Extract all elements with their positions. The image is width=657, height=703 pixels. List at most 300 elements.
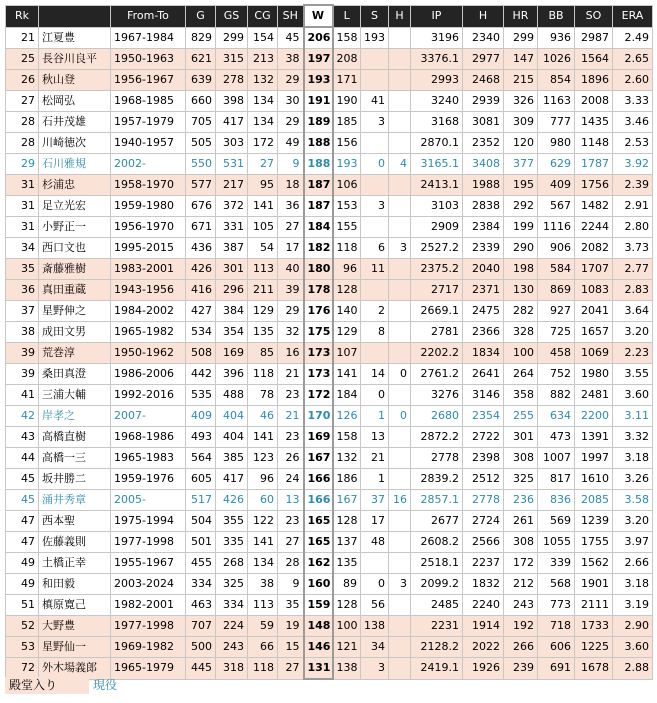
col-header-so[interactable]: SO (575, 5, 613, 27)
cell-era: 2.23 (613, 343, 653, 364)
table-row (6, 343, 653, 364)
cell-name[interactable]: 杉浦忠 (39, 175, 111, 196)
cell-era: 3.18 (613, 448, 653, 469)
cell-hits: 2240 (463, 595, 504, 616)
cell-rank: 53 (6, 637, 39, 658)
cell-years: 1968-1986 (111, 427, 186, 448)
col-header-from-to[interactable]: From-To (111, 5, 186, 27)
cell-rank: 28 (6, 133, 39, 154)
cell-hr: 212 (504, 574, 538, 595)
cell-w: 173 (304, 364, 333, 385)
cell-bb: 606 (538, 637, 575, 658)
cell-hits: 2040 (463, 259, 504, 280)
cell-cg: 78 (248, 385, 278, 406)
cell-so: 1239 (575, 511, 613, 532)
cell-name[interactable]: 西本聖 (39, 511, 111, 532)
cell-sh: 23 (278, 427, 304, 448)
cell-era: 3.20 (613, 511, 653, 532)
cell-sh: 27 (278, 532, 304, 553)
cell-name[interactable]: 長谷川良平 (39, 49, 111, 70)
cell-era: 2.66 (613, 553, 653, 574)
cell-hr: 195 (504, 175, 538, 196)
cell-gs: 426 (216, 490, 248, 511)
cell-s: 48 (361, 532, 389, 553)
cell-hits: 2237 (463, 553, 504, 574)
cell-so: 1755 (575, 532, 613, 553)
cell-s: 193 (361, 27, 389, 49)
cell-name[interactable]: 佐藤義則 (39, 532, 111, 553)
cell-gs: 217 (216, 175, 248, 196)
cell-sh: 32 (278, 322, 304, 343)
cell-bb: 568 (538, 574, 575, 595)
cell-h (389, 49, 411, 70)
table-row (6, 595, 653, 616)
cell-rank: 41 (6, 385, 39, 406)
cell-gs: 325 (216, 574, 248, 595)
col-header-hr[interactable]: HR (504, 5, 538, 27)
cell-bb: 1055 (538, 532, 575, 553)
legend-active: 現役 (93, 678, 118, 692)
cell-bb: 409 (538, 175, 575, 196)
cell-s: 34 (361, 637, 389, 658)
cell-name[interactable]: 三浦大輔 (39, 385, 111, 406)
cell-cg: 46 (248, 406, 278, 427)
cell-name[interactable]: 槙原寛己 (39, 595, 111, 616)
cell-so: 2987 (575, 27, 613, 49)
cell-l: 158 (333, 27, 361, 49)
cell-rank: 43 (6, 427, 39, 448)
cell-bb: 634 (538, 406, 575, 427)
cell-so: 2082 (575, 238, 613, 259)
cell-cg: 66 (248, 637, 278, 658)
cell-ip: 2375.2 (411, 259, 463, 280)
cell-name[interactable]: 荒巻淳 (39, 343, 111, 364)
cell-s: 1 (361, 406, 389, 427)
cell-cg: 154 (248, 27, 278, 49)
cell-era: 3.33 (613, 91, 653, 112)
col-header-era[interactable]: ERA (613, 5, 653, 27)
cell-so: 2085 (575, 490, 613, 511)
cell-name[interactable]: 秋山登 (39, 70, 111, 91)
col-header-h[interactable]: H (389, 5, 411, 27)
cell-ip: 2909 (411, 217, 463, 238)
cell-era: 3.20 (613, 322, 653, 343)
table-row (6, 112, 653, 133)
cell-rank: 38 (6, 322, 39, 343)
cell-l: 132 (333, 448, 361, 469)
cell-cg: 141 (248, 196, 278, 217)
cell-gs: 224 (216, 616, 248, 637)
cell-ip: 2717 (411, 280, 463, 301)
cell-rank: 47 (6, 532, 39, 553)
cell-name[interactable]: 小野正一 (39, 217, 111, 238)
cell-hits: 2838 (463, 196, 504, 217)
cell-hr: 328 (504, 322, 538, 343)
cell-sh: 18 (278, 175, 304, 196)
cell-sh: 9 (278, 154, 304, 175)
cell-hr: 290 (504, 238, 538, 259)
cell-name[interactable]: 川崎徳次 (39, 133, 111, 154)
cell-rank: 31 (6, 196, 39, 217)
cell-hits: 1988 (463, 175, 504, 196)
cell-hr: 130 (504, 280, 538, 301)
cell-ip: 2518.1 (411, 553, 463, 574)
cell-hr: 147 (504, 49, 538, 70)
cell-g: 445 (186, 658, 216, 680)
cell-l: 128 (333, 511, 361, 532)
cell-ip: 2231 (411, 616, 463, 637)
cell-rank: 51 (6, 595, 39, 616)
cell-h: 4 (389, 154, 411, 175)
cell-rank: 49 (6, 574, 39, 595)
cell-g: 564 (186, 448, 216, 469)
cell-name[interactable]: 星野仙一 (39, 637, 111, 658)
cell-rank: 25 (6, 49, 39, 70)
cell-ip: 2839.2 (411, 469, 463, 490)
cell-ip: 2202.2 (411, 343, 463, 364)
cell-cg: 123 (248, 448, 278, 469)
cell-years: 1977-1998 (111, 616, 186, 637)
cell-gs: 296 (216, 280, 248, 301)
cell-years: 1982-2001 (111, 595, 186, 616)
cell-gs: 334 (216, 595, 248, 616)
cell-g: 455 (186, 553, 216, 574)
cell-gs: 384 (216, 301, 248, 322)
cell-years: 2007- (111, 406, 186, 427)
cell-bb: 1116 (538, 217, 575, 238)
cell-s: 6 (361, 238, 389, 259)
col-header-w[interactable]: W (304, 5, 333, 27)
cell-years: 2005- (111, 490, 186, 511)
col-header-l[interactable]: L (333, 5, 361, 27)
table-row (6, 280, 653, 301)
cell-w: 189 (304, 112, 333, 133)
cell-rank: 39 (6, 343, 39, 364)
cell-g: 605 (186, 469, 216, 490)
cell-w: 166 (304, 469, 333, 490)
cell-hr: 199 (504, 217, 538, 238)
cell-bb: 773 (538, 595, 575, 616)
cell-so: 1069 (575, 343, 613, 364)
cell-g: 463 (186, 595, 216, 616)
cell-name[interactable]: 斎藤雅樹 (39, 259, 111, 280)
cell-s: 0 (361, 385, 389, 406)
cell-ip: 3376.1 (411, 49, 463, 70)
cell-l: 184 (333, 385, 361, 406)
cell-sh: 17 (278, 238, 304, 259)
cell-bb: 725 (538, 322, 575, 343)
cell-so: 1564 (575, 49, 613, 70)
cell-gs: 385 (216, 448, 248, 469)
cell-w: 159 (304, 595, 333, 616)
col-header-ip[interactable]: IP (411, 5, 463, 27)
cell-name[interactable]: 涌井秀章 (39, 490, 111, 511)
cell-name[interactable]: 大野豊 (39, 616, 111, 637)
cell-cg: 141 (248, 427, 278, 448)
cell-l: 89 (333, 574, 361, 595)
cell-era: 3.18 (613, 574, 653, 595)
cell-sh: 40 (278, 259, 304, 280)
cell-rank: 49 (6, 553, 39, 574)
cell-h: 3 (389, 238, 411, 259)
cell-cg: 27 (248, 154, 278, 175)
cell-years: 1983-2001 (111, 259, 186, 280)
cell-l: 135 (333, 553, 361, 574)
cell-years: 1965-1979 (111, 658, 186, 680)
cell-l: 128 (333, 280, 361, 301)
cell-so: 2111 (575, 595, 613, 616)
cell-s (361, 343, 389, 364)
cell-sh: 35 (278, 595, 304, 616)
cell-g: 707 (186, 616, 216, 637)
cell-name[interactable]: 石井茂雄 (39, 112, 111, 133)
cell-hr: 292 (504, 196, 538, 217)
cell-h (389, 217, 411, 238)
cell-rank: 35 (6, 259, 39, 280)
cell-so: 1980 (575, 364, 613, 385)
cell-l: 190 (333, 91, 361, 112)
cell-h (389, 322, 411, 343)
cell-sh: 23 (278, 385, 304, 406)
cell-rank: 39 (6, 364, 39, 385)
cell-years: 1967-1984 (111, 27, 186, 49)
cell-name[interactable]: 真田重蔵 (39, 280, 111, 301)
cell-w: 184 (304, 217, 333, 238)
cell-bb: 752 (538, 364, 575, 385)
col-header-bb[interactable]: BB (538, 5, 575, 27)
cell-g: 829 (186, 27, 216, 49)
cell-so: 1901 (575, 574, 613, 595)
table-row (6, 49, 653, 70)
cell-hits: 2778 (463, 490, 504, 511)
cell-gs: 396 (216, 364, 248, 385)
cell-h (389, 91, 411, 112)
pitching-stats-table (5, 4, 653, 680)
cell-rank: 21 (6, 27, 39, 49)
cell-name[interactable]: 高橋直樹 (39, 427, 111, 448)
cell-h: 16 (389, 490, 411, 511)
cell-hr: 308 (504, 532, 538, 553)
cell-so: 2244 (575, 217, 613, 238)
cell-g: 501 (186, 532, 216, 553)
table-row (6, 217, 653, 238)
cell-era: 2.88 (613, 658, 653, 680)
cell-hr: 325 (504, 469, 538, 490)
cell-s: 2 (361, 301, 389, 322)
cell-sh: 45 (278, 27, 304, 49)
cell-gs: 303 (216, 133, 248, 154)
cell-hits: 2339 (463, 238, 504, 259)
table-row (6, 259, 653, 280)
cell-h (389, 511, 411, 532)
cell-so: 1562 (575, 553, 613, 574)
cell-years: 2003-2024 (111, 574, 186, 595)
cell-s: 3 (361, 196, 389, 217)
cell-name[interactable]: 坂井勝二 (39, 469, 111, 490)
cell-name[interactable]: 桑田真澄 (39, 364, 111, 385)
cell-hr: 172 (504, 553, 538, 574)
cell-s: 17 (361, 511, 389, 532)
cell-era: 2.83 (613, 280, 653, 301)
cell-so: 1997 (575, 448, 613, 469)
cell-era: 2.49 (613, 27, 653, 49)
cell-hits: 2724 (463, 511, 504, 532)
cell-h (389, 637, 411, 658)
cell-era: 3.46 (613, 112, 653, 133)
cell-hits: 2022 (463, 637, 504, 658)
cell-bb: 629 (538, 154, 575, 175)
col-header-hits[interactable]: H (463, 5, 504, 27)
cell-sh: 27 (278, 217, 304, 238)
cell-w: 173 (304, 343, 333, 364)
col-header-sh[interactable]: SH (278, 5, 304, 27)
cell-s (361, 175, 389, 196)
cell-l: 158 (333, 427, 361, 448)
cell-bb: 854 (538, 70, 575, 91)
cell-g: 577 (186, 175, 216, 196)
cell-era: 3.58 (613, 490, 653, 511)
cell-g: 493 (186, 427, 216, 448)
cell-s: 0 (361, 574, 389, 595)
cell-name[interactable]: 和田毅 (39, 574, 111, 595)
cell-h (389, 112, 411, 133)
cell-sh: 16 (278, 343, 304, 364)
cell-hr: 309 (504, 112, 538, 133)
cell-so: 1896 (575, 70, 613, 91)
cell-rank: 52 (6, 616, 39, 637)
cell-years: 1984-2002 (111, 301, 186, 322)
cell-l: 141 (333, 364, 361, 385)
cell-s: 0 (361, 154, 389, 175)
cell-h (389, 658, 411, 680)
cell-bb: 869 (538, 280, 575, 301)
cell-h (389, 196, 411, 217)
cell-g: 517 (186, 490, 216, 511)
cell-g: 416 (186, 280, 216, 301)
cell-g: 534 (186, 322, 216, 343)
cell-sh: 38 (278, 49, 304, 70)
cell-name[interactable]: 外木場義郎 (39, 658, 111, 680)
cell-name[interactable]: 星野伸之 (39, 301, 111, 322)
cell-w: 191 (304, 91, 333, 112)
cell-h (389, 448, 411, 469)
cell-l: 156 (333, 133, 361, 154)
cell-s (361, 280, 389, 301)
cell-era: 2.53 (613, 133, 653, 154)
col-header-rk[interactable]: Rk (6, 5, 39, 27)
cell-name[interactable]: 岸孝之 (39, 406, 111, 427)
cell-sh: 29 (278, 70, 304, 91)
cell-era: 3.92 (613, 154, 653, 175)
cell-l: 185 (333, 112, 361, 133)
table-row (6, 637, 653, 658)
table-row (6, 154, 653, 175)
cell-name[interactable]: 土橋正幸 (39, 553, 111, 574)
cell-name[interactable]: 西口文也 (39, 238, 111, 259)
cell-h (389, 385, 411, 406)
cell-ip: 2680 (411, 406, 463, 427)
cell-era: 3.55 (613, 364, 653, 385)
cell-hits: 2398 (463, 448, 504, 469)
table-header-row (6, 5, 653, 27)
col-header-g[interactable]: G (186, 5, 216, 27)
cell-s: 14 (361, 364, 389, 385)
cell-era: 3.11 (613, 406, 653, 427)
cell-hits: 1914 (463, 616, 504, 637)
cell-s: 41 (361, 91, 389, 112)
cell-hr: 299 (504, 27, 538, 49)
cell-h: 0 (389, 364, 411, 385)
cell-name[interactable]: 松岡弘 (39, 91, 111, 112)
cell-gs: 488 (216, 385, 248, 406)
cell-bb: 927 (538, 301, 575, 322)
cell-h (389, 469, 411, 490)
cell-so: 1707 (575, 259, 613, 280)
cell-so: 1435 (575, 112, 613, 133)
cell-ip: 3240 (411, 91, 463, 112)
cell-s (361, 49, 389, 70)
col-header-s[interactable]: S (361, 5, 389, 27)
cell-hits: 2366 (463, 322, 504, 343)
cell-cg: 213 (248, 49, 278, 70)
cell-name[interactable]: 石川雅規 (39, 154, 111, 175)
cell-hits: 1832 (463, 574, 504, 595)
cell-w: 146 (304, 637, 333, 658)
table-row (6, 532, 653, 553)
cell-hits: 1834 (463, 343, 504, 364)
cell-so: 1733 (575, 616, 613, 637)
cell-name[interactable]: 高橋一三 (39, 448, 111, 469)
cell-ip: 2778 (411, 448, 463, 469)
cell-so: 2041 (575, 301, 613, 322)
cell-bb: 1163 (538, 91, 575, 112)
cell-gs: 404 (216, 406, 248, 427)
cell-s: 11 (361, 259, 389, 280)
cell-sh: 21 (278, 406, 304, 427)
cell-rank: 26 (6, 70, 39, 91)
table-row (6, 658, 653, 680)
cell-sh: 15 (278, 637, 304, 658)
cell-w: 160 (304, 574, 333, 595)
cell-years: 2002- (111, 154, 186, 175)
cell-name[interactable]: 足立光宏 (39, 196, 111, 217)
cell-g: 500 (186, 637, 216, 658)
cell-ip: 2485 (411, 595, 463, 616)
cell-ip: 2413.1 (411, 175, 463, 196)
cell-bb: 691 (538, 658, 575, 680)
cell-gs: 417 (216, 112, 248, 133)
col-header-cg[interactable]: CG (248, 5, 278, 27)
col-header-name[interactable]: 名前 (39, 5, 111, 27)
cell-sh: 19 (278, 616, 304, 637)
cell-name[interactable]: 成田文男 (39, 322, 111, 343)
cell-years: 1968-1985 (111, 91, 186, 112)
cell-name[interactable]: 江夏豊 (39, 27, 111, 49)
cell-years: 1965-1983 (111, 448, 186, 469)
cell-hits: 2340 (463, 27, 504, 49)
cell-era: 2.80 (613, 217, 653, 238)
cell-so: 1391 (575, 427, 613, 448)
cell-g: 660 (186, 91, 216, 112)
cell-so: 2200 (575, 406, 613, 427)
cell-hr: 215 (504, 70, 538, 91)
cell-h (389, 175, 411, 196)
cell-ip: 2527.2 (411, 238, 463, 259)
cell-sh: 9 (278, 574, 304, 595)
cell-so: 1610 (575, 469, 613, 490)
col-header-gs[interactable]: GS (216, 5, 248, 27)
cell-gs: 268 (216, 553, 248, 574)
